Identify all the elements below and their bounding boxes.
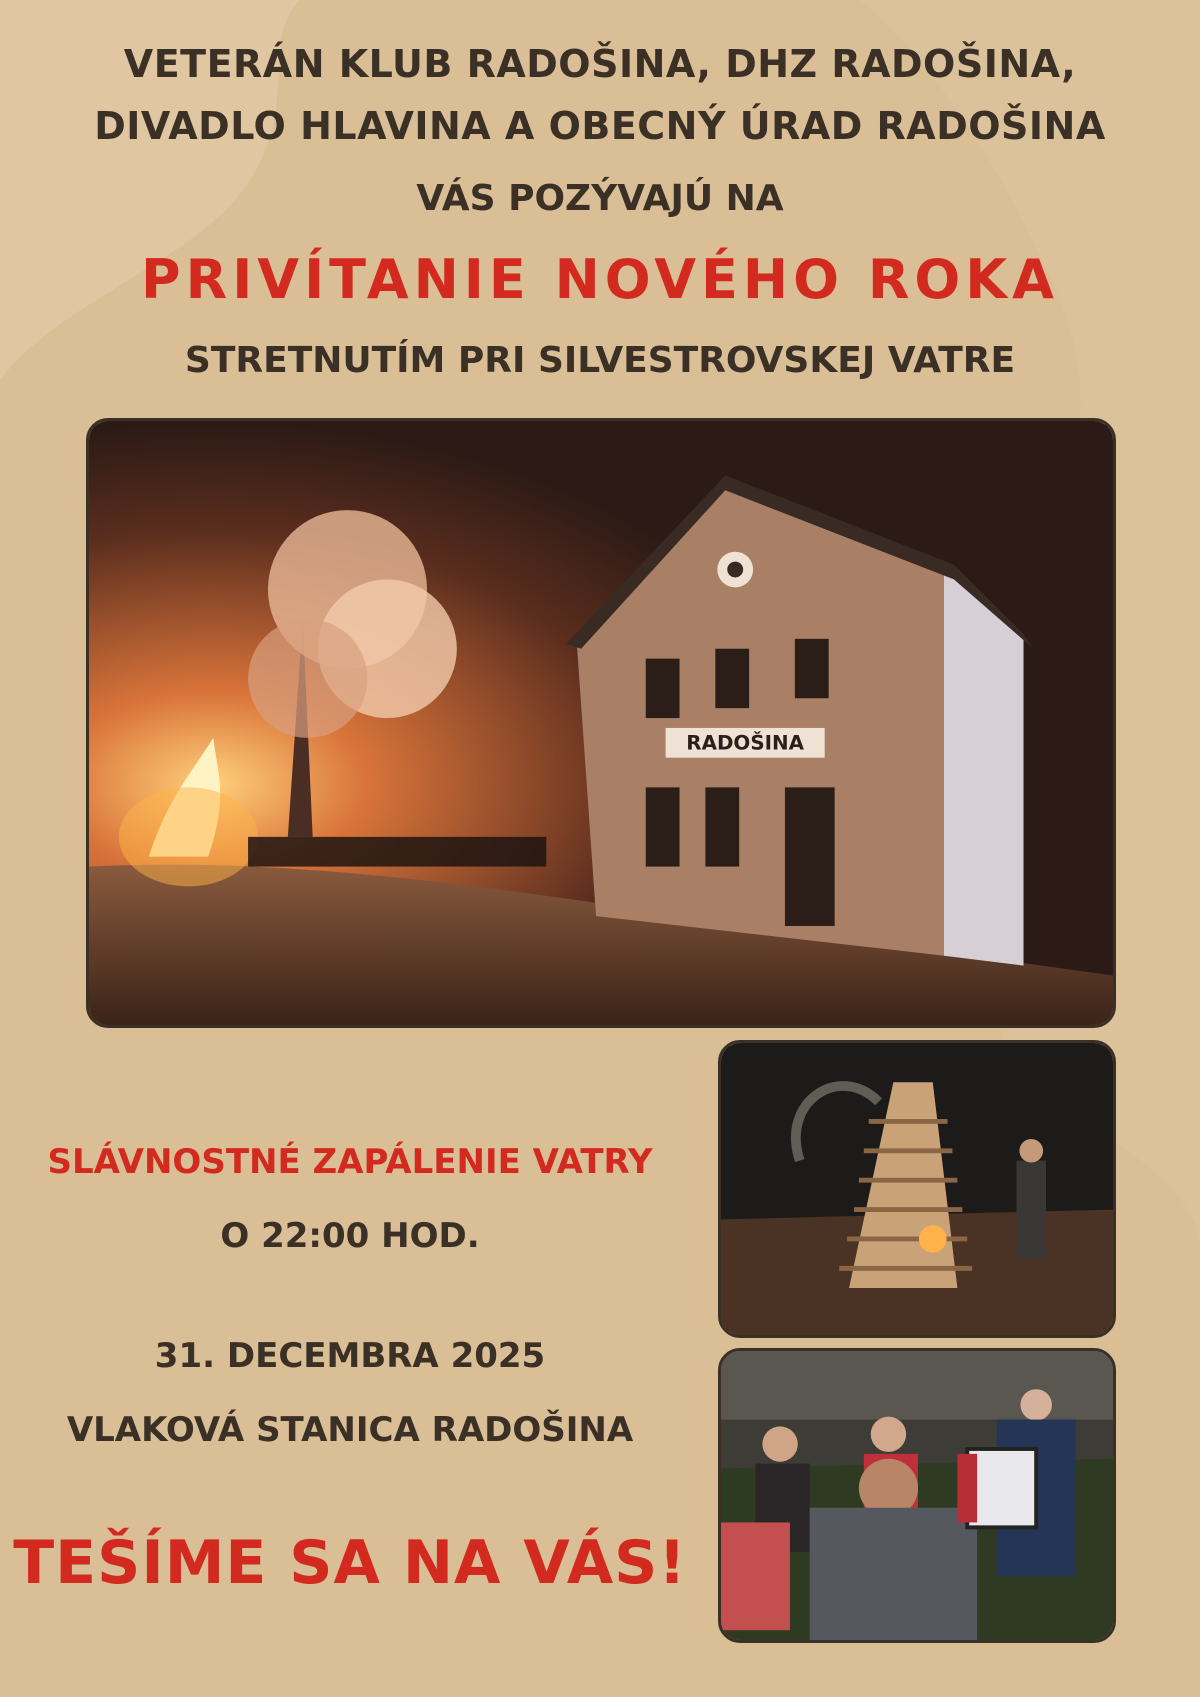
event-title: PRIVÍTANIE NOVÉHO ROKA (141, 248, 1059, 311)
closing-message: TEŠÍME SA NA VÁS! (13, 1528, 687, 1598)
invitation-line: VÁS POZÝVAJÚ NA (416, 178, 784, 219)
ignition-time: O 22:00 HOD. (220, 1216, 480, 1256)
event-date: 31. DECEMBRA 2025 (154, 1336, 546, 1376)
gathering-people-photo (718, 1348, 1116, 1643)
event-subtitle: STRETNUTÍM PRI SILVESTROVSKEJ VATRE (184, 340, 1016, 381)
event-place: VLAKOVÁ STANICA RADOŠINA (66, 1410, 634, 1450)
organizers-line-1: VETERÁN KLUB RADOŠINA, DHZ RADOŠINA, (123, 42, 1077, 86)
organizers-line-2: DIVADLO HLAVINA A OBECNÝ ÚRAD RADOŠINA (94, 104, 1106, 148)
ignition-label: SLÁVNOSTNÉ ZAPÁLENIE VATRY (47, 1142, 653, 1182)
station-bonfire-photo (86, 418, 1116, 1028)
station-sign: RADOŠINA (686, 731, 805, 755)
unlit-bonfire-photo (718, 1040, 1116, 1338)
